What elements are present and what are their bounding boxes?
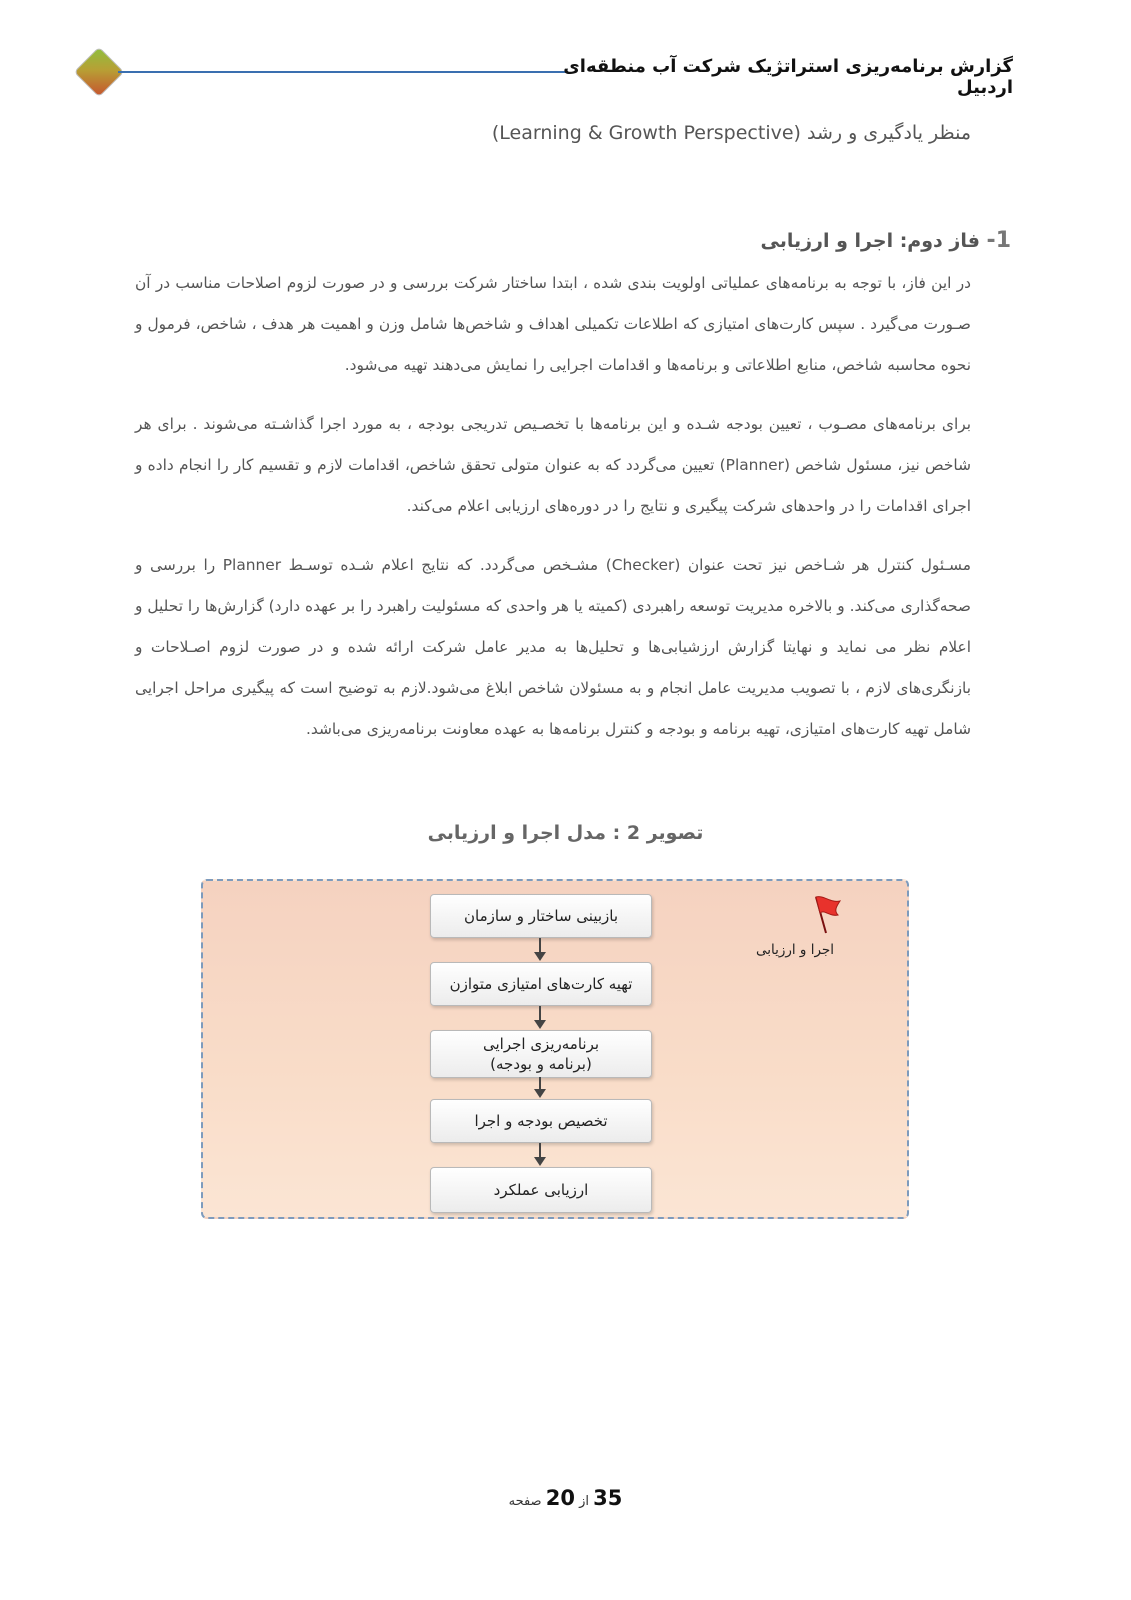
diagram-step-2 [430,962,652,1006]
diagram-arrowhead-2 [534,1020,546,1029]
figure-caption-text: : مدل اجرا و ارزیابی [427,822,621,844]
diagram-step-5 [430,1167,652,1213]
diagram-step-5-label: ارزیابی عملکرد [493,1181,589,1199]
figure-caption-prefix: تصویر [646,822,704,844]
paragraph-3: مسـئول کنترل هر شـاخص نیز تحت عنوان (Checker) مشـخص می‌گردد. که نتایج اعلام شـده توسـط Planner را بررسی و صحه‌گذاری می‌کند. و بالاخره مدیریت توسعه راهبردی (کمیته یا هر واحدی که مسئولیت راهبرد را بر عهده دارد) گزارش‌ها را تحلیل و اعلام نظر می نماید و نهایتا گزارش ارزشیابی‌ها و تحلیل‌ها به مدیر عامل شرکت ارائه شده و در صورت لزوم اصـلاحات و بازنگری‌های لازم ، با تصویب مدیریت عامل انجام و به مسئولان شاخص ابلاغ می‌شود.لازم به توضیح است که پیگیری مراحل اجرایی شامل تهیه کارت‌های امتیازی، تهیه برنامه و بودجه و کنترل برنامه‌ها به عهده معاونت برنامه‌ریزی می‌باشد. [135,556,971,738]
diagram-step-3-label: برنامه‌ریزی اجرایی [482,1035,600,1053]
footer-of: از [579,1494,589,1509]
diagram-step-4 [430,1099,652,1143]
perspective-subtitle: منظر یادگیری و رشد (Learning & Growth Perspective) [491,122,971,144]
diagram-step-1 [430,894,652,938]
paragraph-1: در این فاز، با توجه به برنامه‌های عملیاتی اولویت بندی شده ، ابتدا ساختار شرکت بررسی و در صورت لزوم اصلاحات مناسب در آن صـورت می‌گیرد . سپس کارت‌های امتیازی که اطلاعات تکمیلی اهداف و شاخص‌ها شامل وزن و اهمیت هر هدف ، شاخص، فرمول و نحوه محاسبه شاخص، منابع اطلاعاتی و برنامه‌ها و اقدامات اجرایی را نمایش می‌دهند تهیه می‌شود. [135,274,971,374]
flag-label: اجرا و ارزیابی [755,942,835,958]
diagram-arrow-1 [539,938,541,953]
page-footer [0,1486,1131,1510]
diagram-arrowhead-4 [534,1157,546,1166]
red-flag-icon [810,893,846,937]
section-heading [411,228,1011,253]
diagram-step-3-sublabel: (برنامه و بودجه) [490,1055,592,1073]
diagram-arrow-2 [539,1006,541,1021]
header-logo-diamond [75,48,123,96]
section-label: فاز دوم: [899,230,980,252]
diagram-step-1-label: بازبینی ساختار و سازمان [463,907,619,925]
figure-caption [0,822,1131,844]
diagram-arrowhead-1 [534,952,546,961]
paragraph-2: برای برنامه‌های مصـوب ، تعیین بودجه شـده و این برنامه‌ها با تخصـیص تدریجی بودجه ، به مورد اجرا گذاشـته می‌شوند . برای هر شاخص نیز، مسئول شاخص (Planner) تعیین می‌گردد که به عنوان متولی تحقق شاخص، اقدامات لازم و تقسیم کار را انجام داده و اجرای اقدامات را در واحدهای شرکت پیگیری و نتایج را در دوره‌های ارزیابی اعلام می‌کند. [135,415,971,515]
footer-total: 20 [545,1486,575,1510]
footer-page-word: صفحه [508,1494,542,1509]
footer-page-number: 35 [593,1486,623,1510]
header-title: گزارش برنامه‌ریزی استراتژیک شرکت آب منطقه‌ای اردبیل [563,56,1013,98]
diagram-step-2-label: تهیه کارت‌های امتیازی متوازن [449,975,633,993]
figure-caption-number: 2 [626,822,641,844]
section-dash: - [986,228,996,253]
section-number: 1 [995,228,1011,253]
section-title: اجرا و ارزیابی [760,230,894,252]
header-rule [118,71,568,73]
diagram-step-4-label: تخصیص بودجه و اجرا [474,1112,608,1130]
diagram-step-3 [430,1030,652,1078]
diagram-arrowhead-3 [534,1089,546,1098]
